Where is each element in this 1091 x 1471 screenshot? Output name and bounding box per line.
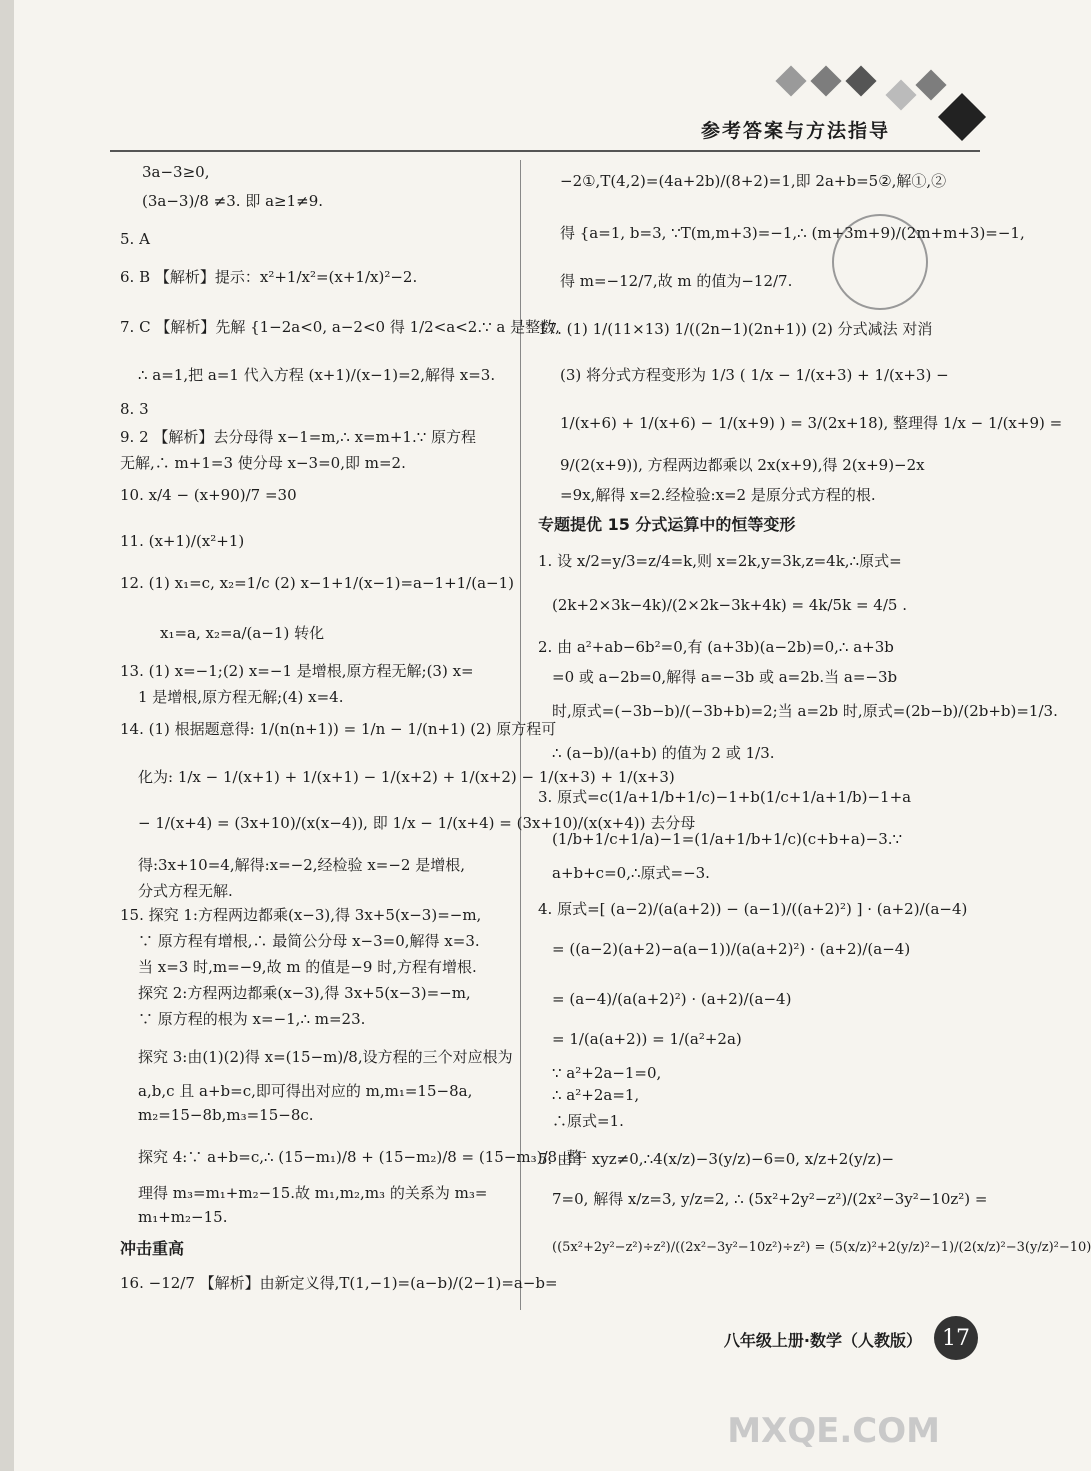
answer-line: 得 m=−12/7,故 m 的值为−12/7. xyxy=(560,272,793,290)
answer-13-cont: 1 是增根,原方程无解;(4) x=4. xyxy=(138,688,344,706)
answer-14-cont: 分式方程无解. xyxy=(138,882,233,900)
answer-7: 7. C 【解析】先解 {1−2a<0, a−2<0 得 1/2<a<2.∵ a 是整数, xyxy=(120,318,560,336)
answer-line: −2①,T(4,2)=(4a+2b)/(8+2)=1,即 2a+b=5②,解①,② xyxy=(560,172,947,190)
answer-line: (3a−3)/8 ≠3. 即 a≥1≠9. xyxy=(142,192,324,210)
answer-15-cont: 探究 4:∵ a+b=c,∴ (15−m₁)/8 + (15−m₂)/8 = (15−m₃)/8 .整 xyxy=(138,1148,582,1166)
topic-answer-5-cont: ((5x²+2y²−z²)÷z²)/((2x²−3y²−10z²)÷z²) = (5(x/z)²+2(y/z)²−1)/(2(x/z)²−3(y/z)²−10) xyxy=(552,1240,1091,1255)
topic-answer-2-cont: =0 或 a−2b=0,解得 a=−3b 或 a=2b.当 a=−3b xyxy=(552,668,898,686)
answer-15-cont: ∵ 原方程的根为 x=−1,∴ m=23. xyxy=(138,1010,366,1028)
section-heading: 冲击重高 xyxy=(120,1239,185,1258)
answer-15-cont: 当 x=3 时,m=−9,故 m 的值是−9 时,方程有增根. xyxy=(138,958,477,976)
header-title: 参考答案与方法指导 xyxy=(700,120,890,142)
page-number: 17 xyxy=(934,1316,978,1360)
answer-17-cont: =9x,解得 x=2.经检验:x=2 是原分式方程的根. xyxy=(560,486,876,504)
section-heading: 专题提优 15 分式运算中的恒等变形 xyxy=(538,515,796,534)
answer-12-cont: x₁=a, x₂=a/(a−1) 转化 xyxy=(160,624,325,642)
header-rule xyxy=(110,150,980,152)
answer-16: 16. −12/7 【解析】由新定义得,T(1,−1)=(a−b)/(2−1)=a−b= xyxy=(120,1274,558,1292)
topic-answer-2-cont: ∴ (a−b)/(a+b) 的值为 2 或 1/3. xyxy=(552,744,775,762)
answer-15-cont: 理得 m₃=m₁+m₂−15.故 m₁,m₂,m₃ 的关系为 m₃= xyxy=(138,1184,488,1202)
answer-13: 13. (1) x=−1;(2) x=−1 是增根,原方程无解;(3) x= xyxy=(120,662,474,680)
topic-answer-4-cont: = ((a−2)(a+2)−a(a−1))/(a(a+2)²) · (a+2)/(a−4) xyxy=(552,940,911,958)
topic-answer-1: 1. 设 x/2=y/3=z/4=k,则 x=2k,y=3k,z=4k,∴原式= xyxy=(538,552,902,570)
answer-15-cont: 探究 3:由(1)(2)得 x=(15−m)/8,设方程的三个对应根为 xyxy=(138,1048,513,1066)
answer-15-cont: ∵ 原方程有增根,∴ 最简公分母 x−3=0,解得 x=3. xyxy=(138,932,480,950)
topic-answer-5-cont: 7=0, 解得 x/z=3, y/z=2, ∴ (5x²+2y²−z²)/(2x²−3y²−10z²) = xyxy=(552,1190,988,1208)
topic-answer-3-cont: (1/b+1/c+1/a)−1=(1/a+1/b+1/c)(c+b+a)−3.∵ xyxy=(552,830,903,848)
topic-answer-4-cont: ∴原式=1. xyxy=(552,1112,624,1130)
answer-14-cont: 化为: 1/x − 1/(x+1) + 1/(x+1) − 1/(x+2) + 1/(x+2) − 1/(x+3) + 1/(x+3) xyxy=(138,768,675,786)
answer-17-cont: (3) 将分式方程变形为 1/3 ( 1/x − 1/(x+3) + 1/(x+3) − xyxy=(560,366,949,384)
page-binding-edge xyxy=(0,0,14,1471)
answer-15-cont: m₂=15−8b,m₃=15−8c. xyxy=(138,1106,314,1124)
answer-14-cont: − 1/(x+4) = (3x+10)/(x(x−4)), 即 1/x − 1/(x+4) = (3x+10)/(x(x+4)) 去分母 xyxy=(138,814,696,832)
answer-line: 3a−3≥0, xyxy=(142,163,210,181)
answer-15-cont: 探究 2:方程两边都乘(x−3),得 3x+5(x−3)=−m, xyxy=(138,984,471,1002)
topic-answer-4-cont: ∵ a²+2a−1=0, xyxy=(552,1064,662,1082)
header-decoration xyxy=(770,60,990,160)
answer-7-cont: ∴ a=1,把 a=1 代入方程 (x+1)/(x−1)=2,解得 x=3. xyxy=(138,366,496,384)
answer-15-cont: m₁+m₂−15. xyxy=(138,1208,228,1226)
answer-17: 17. (1) 1/(11×13) 1/((2n−1)(2n+1)) (2) 分式减法 对消 xyxy=(538,320,933,338)
answer-11: 11. (x+1)/(x²+1) xyxy=(120,532,245,550)
answer-12: 12. (1) x₁=c, x₂=1/c (2) x−1+1/(x−1)=a−1+1/(a−1) xyxy=(120,574,514,592)
topic-answer-4-cont: = (a−4)/(a(a+2)²) · (a+2)/(a−4) xyxy=(552,990,792,1008)
answer-17-cont: 1/(x+6) + 1/(x+6) − 1/(x+9) ) = 3/(2x+18), 整理得 1/x − 1/(x+9) = xyxy=(560,414,1063,432)
topic-answer-4: 4. 原式=[ (a−2)/(a(a+2)) − (a−1)/((a+2)²) ] · (a+2)/(a−4) xyxy=(538,900,968,918)
topic-answer-1-cont: (2k+2×3k−4k)/(2×2k−3k+4k) = 4k/5k = 4/5 . xyxy=(552,596,907,614)
answer-line: 得 {a=1, b=3, ∵T(m,m+3)=−1,∴ (m+3m+9)/(2m+m+3)=−1, xyxy=(560,224,1025,242)
answer-14: 14. (1) 根据题意得: 1/(n(n+1)) = 1/n − 1/(n+1) (2) 原方程可 xyxy=(120,720,557,738)
answer-17-cont: 9/(2(x+9)), 方程两边都乘以 2x(x+9),得 2(x+9)−2x xyxy=(560,456,925,474)
answer-5: 5. A xyxy=(120,230,150,248)
topic-answer-4-cont: ∴ a²+2a=1, xyxy=(552,1086,640,1104)
answer-10: 10. x/4 − (x+90)/7 =30 xyxy=(120,486,297,504)
topic-answer-4-cont: = 1/(a(a+2)) = 1/(a²+2a) xyxy=(552,1030,742,1048)
answer-15: 15. 探究 1:方程两边都乘(x−3),得 3x+5(x−3)=−m, xyxy=(120,906,482,924)
topic-answer-2-cont: 时,原式=(−3b−b)/(−3b+b)=2;当 a=2b 时,原式=(2b−b)/(2b+b)=1/3. xyxy=(552,702,1058,720)
answer-9: 9. 2 【解析】去分母得 x−1=m,∴ x=m+1.∵ 原方程 xyxy=(120,428,477,446)
answer-9-cont: 无解,∴ m+1=3 使分母 x−3=0,即 m=2. xyxy=(120,454,406,472)
topic-answer-2: 2. 由 a²+ab−6b²=0,有 (a+3b)(a−2b)=0,∴ a+3b xyxy=(538,638,894,656)
answer-15-cont: a,b,c 且 a+b=c,即可得出对应的 m,m₁=15−8a, xyxy=(138,1082,473,1100)
answer-14-cont: 得:3x+10=4,解得:x=−2,经检验 x=−2 是增根, xyxy=(138,856,465,874)
answer-8: 8. 3 xyxy=(120,400,149,418)
watermark: MXQE.COM xyxy=(727,1411,940,1451)
topic-answer-5: 5. 由于 xyz≠0,∴4(x/z)−3(y/z)−6=0, x/z+2(y/z)− xyxy=(538,1150,895,1168)
answer-6: 6. B 【解析】提示：x²+1/x²=(x+1/x)²−2. xyxy=(120,268,418,286)
topic-answer-3: 3. 原式=c(1/a+1/b+1/c)−1+b(1/c+1/a+1/b)−1+a xyxy=(538,788,912,806)
footer-book-title: 八年级上册·数学（人教版） xyxy=(723,1331,922,1350)
topic-answer-3-cont: a+b+c=0,∴原式=−3. xyxy=(552,864,710,882)
